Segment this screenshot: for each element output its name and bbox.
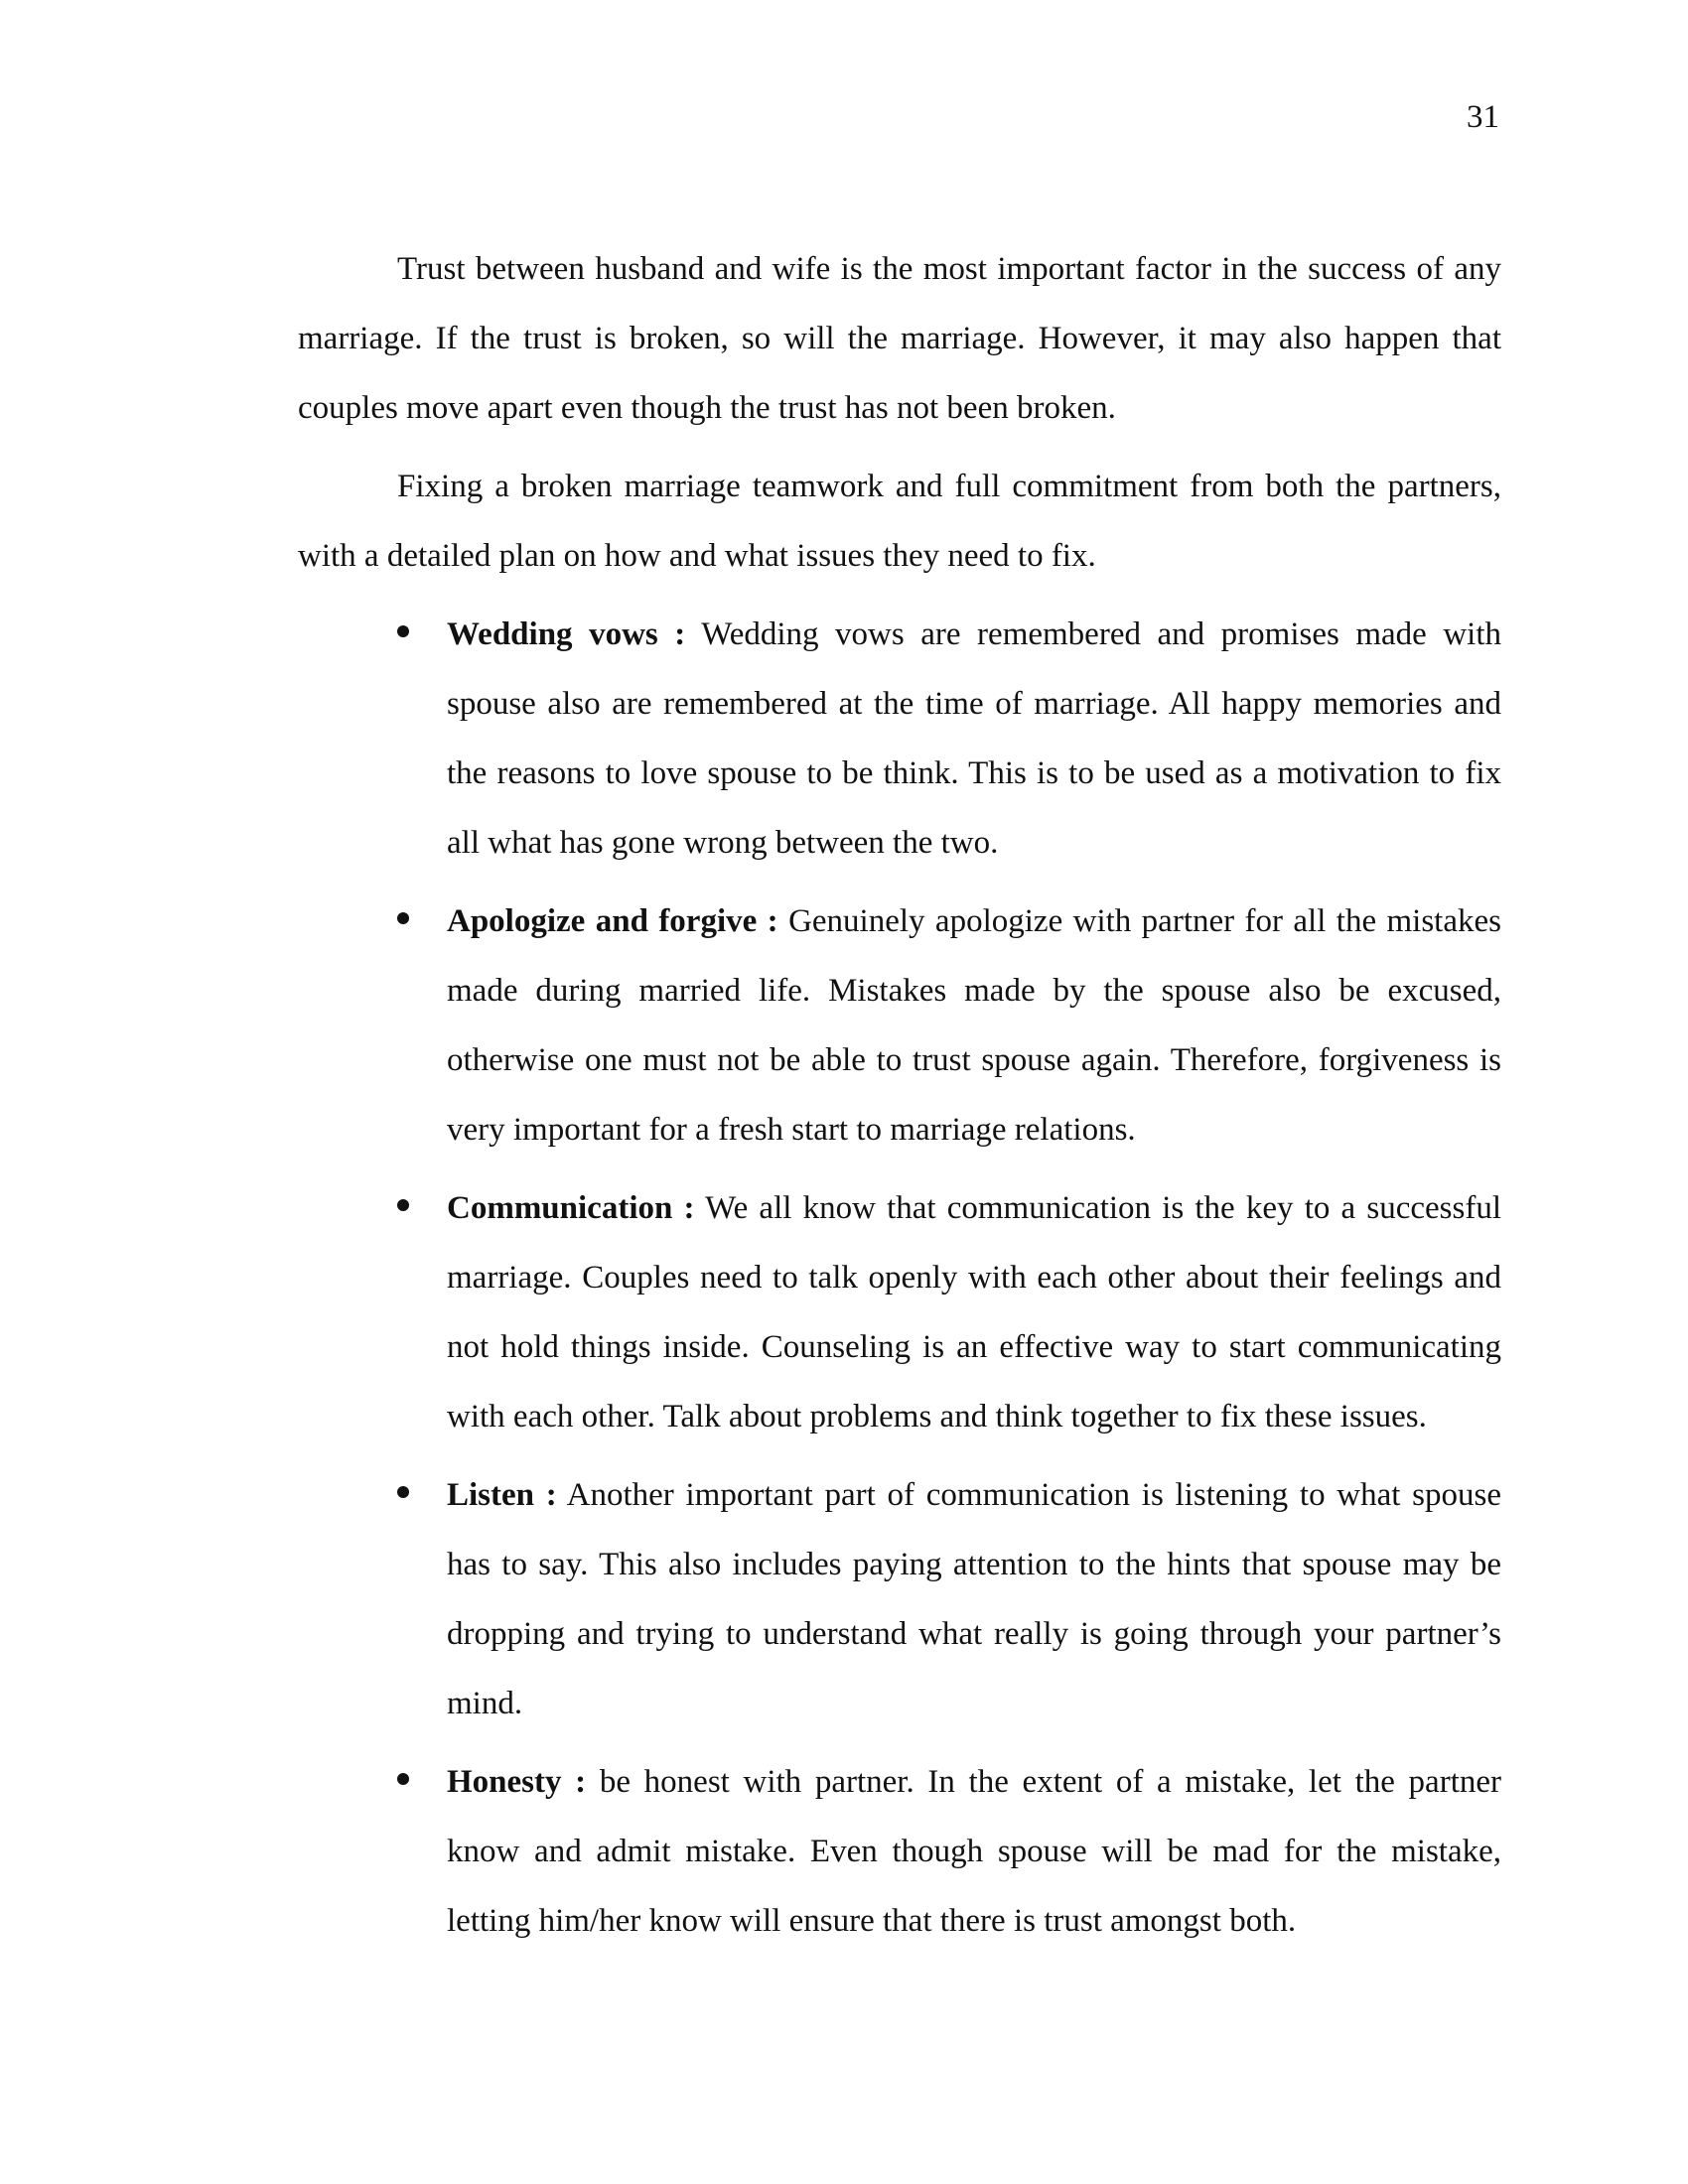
bullet-icon	[397, 912, 409, 924]
list-item-text: Another important part of communication is listening to what spouse has to say. This also includes paying attention to the hints that spouse may be dropping and trying to understand what really is going through your partner’s mind.	[447, 1477, 1502, 1721]
list-item-text: be honest with partner. In the extent of a mistake, let the partner know and admit mistake. Even though spouse will be mad for the mistake, letting him/her know will ensure that there is trust amongst both.	[447, 1764, 1501, 1939]
list-item-term: Wedding vows :	[447, 616, 686, 652]
list-item-term: Communication :	[447, 1190, 695, 1226]
tips-list	[298, 600, 1501, 1956]
page-number: 31	[1467, 99, 1499, 135]
paragraph-trust: Trust between husband and wife is the most important factor in the success of any marriage. If the trust is broken, so will the marriage. However, it may also happen that couples move apart even though the trust has not been broken.	[298, 251, 1501, 426]
list-item-text: Genuinely apologize with partner for all the mistakes made during married life. Mistakes made by the spouse also be excused, otherwise one must not be able to trust spouse again. Therefore, forgiveness is very important for a fresh start to marriage relations.	[447, 903, 1501, 1148]
bullet-icon	[397, 1199, 409, 1211]
list-item-text: Wedding vows are remembered and promises made with spouse also are remembered at the time of marriage. All happy memories and the reasons to love spouse to be think. This is to be used as a motivation to fix all what has gone wrong between the two.	[447, 616, 1502, 861]
list-item-term: Listen :	[447, 1477, 557, 1513]
list-item	[447, 600, 1501, 878]
paragraph-fixing-marriage: Fixing a broken marriage teamwork and full commitment from both the partners, with a detailed plan on how and what issues they need to fix.	[298, 469, 1501, 574]
list-item	[447, 1460, 1501, 1738]
list-item-term: Honesty :	[447, 1764, 587, 1800]
bullet-icon	[397, 1486, 409, 1498]
list-item-term: Apologize and forgive :	[447, 903, 778, 939]
list-item	[447, 1747, 1501, 1956]
list-item	[447, 1173, 1501, 1451]
list-item	[447, 887, 1501, 1164]
page-body	[298, 234, 1501, 1965]
bullet-icon	[397, 1773, 409, 1785]
bullet-icon	[397, 625, 409, 637]
list-item-text: We all know that communication is the key to a successful marriage. Couples need to talk openly with each other about their feelings and not hold things inside. Counseling is an effective way to start communicating with each other. Talk about problems and think together to fix these issues.	[447, 1190, 1501, 1434]
